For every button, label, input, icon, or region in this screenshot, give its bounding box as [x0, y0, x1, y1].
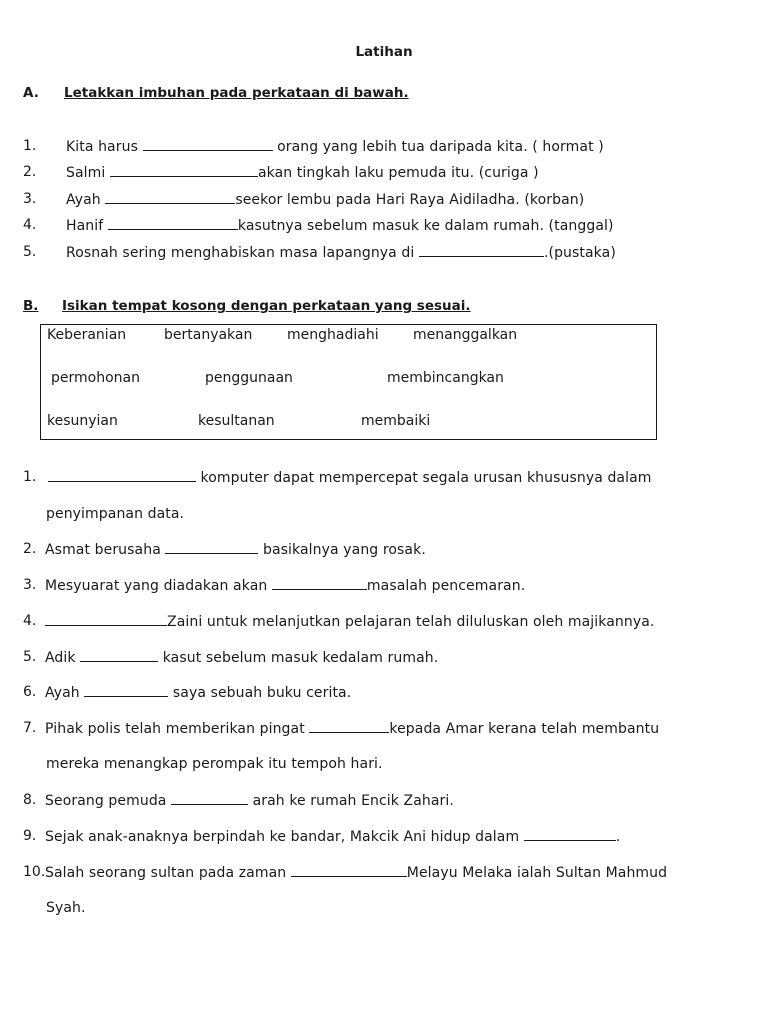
b-item-6-blank[interactable] — [84, 684, 168, 697]
a-item-3-before: Ayah — [66, 192, 106, 208]
word-bank-word: menanggalkan — [413, 327, 518, 343]
section-b-heading: Isikan tempat kosong dengan perkataan yang sesuai. — [62, 298, 471, 314]
word-bank-word: kesunyian — [47, 413, 118, 429]
b-item-7-before: Pihak polis telah memberikan pingat — [45, 721, 310, 737]
word-bank-word: kesultanan — [198, 413, 275, 429]
b-item-10 — [45, 864, 667, 881]
b-item-10-number: 10. — [23, 864, 46, 880]
b-item-10-after: Melayu Melaka ialah Sultan Mahmud — [406, 865, 668, 881]
b-item-5-number: 5. — [23, 649, 37, 665]
b-item-6-number: 6. — [23, 684, 37, 700]
b-item-10-blank[interactable] — [291, 864, 407, 877]
a-item-2 — [66, 164, 539, 181]
b-item-4-blank[interactable] — [45, 613, 167, 626]
a-item-5-number: 5. — [23, 244, 37, 260]
a-item-1-after: orang yang lebih tua daripada kita. ( hormat ) — [272, 139, 604, 155]
a-item-1 — [66, 138, 604, 155]
a-item-2-after: akan tingkah laku pemuda itu. (curiga ) — [257, 165, 539, 181]
a-item-3-blank[interactable] — [105, 191, 235, 204]
b-item-1-blank[interactable] — [48, 469, 196, 482]
b-item-7 — [45, 720, 659, 737]
a-item-4 — [66, 217, 614, 234]
b-item-8-before: Seorang pemuda — [45, 793, 172, 809]
a-item-4-after: kasutnya sebelum masuk ke dalam rumah. (tanggal) — [237, 218, 614, 234]
b-item-3 — [45, 577, 525, 594]
b-item-9-blank[interactable] — [524, 828, 616, 841]
a-item-4-blank[interactable] — [108, 217, 238, 230]
page-title: Latihan — [355, 44, 413, 60]
word-bank-word: Keberanian — [47, 327, 127, 343]
b-item-9-number: 9. — [23, 828, 37, 844]
a-item-4-number: 4. — [23, 217, 37, 233]
word-bank-word: bertanyakan — [164, 327, 253, 343]
a-item-1-number: 1. — [23, 138, 37, 154]
b-item-2-before: Asmat berusaha — [45, 542, 166, 558]
b-item-3-after: masalah pencemaran. — [366, 578, 526, 594]
b-item-1-after: komputer dapat mempercepat segala urusan khususnya dalam — [196, 470, 652, 486]
word-bank-box — [40, 324, 657, 440]
b-item-4-after: Zaini untuk melanjutkan pelajaran telah diluluskan oleh majikannya. — [167, 614, 655, 630]
b-item-3-blank[interactable] — [272, 577, 367, 590]
section-a-heading: Letakkan imbuhan pada perkataan di bawah. — [64, 85, 409, 101]
a-item-2-before: Salmi — [66, 165, 110, 181]
b-item-8 — [45, 792, 454, 809]
b-item-5-blank[interactable] — [80, 649, 158, 662]
b-item-4-number: 4. — [23, 613, 37, 629]
b-item-6-before: Ayah — [45, 685, 85, 701]
b-item-1 — [48, 469, 652, 486]
a-item-2-number: 2. — [23, 164, 37, 180]
a-item-3-after: seekor lembu pada Hari Raya Aidiladha. (korban) — [235, 192, 585, 208]
b-item-6 — [45, 684, 351, 701]
b-item-8-number: 8. — [23, 792, 37, 808]
b-item-9-after: . — [615, 829, 621, 845]
word-bank-word: penggunaan — [205, 370, 293, 386]
b-item-5 — [45, 649, 438, 666]
b-item-7-blank[interactable] — [309, 720, 389, 733]
b-item-10-before: Salah seorang sultan pada zaman — [45, 865, 291, 881]
b-item-7-continuation: mereka menangkap perompak itu tempoh hari. — [46, 756, 383, 772]
b-item-5-after: kasut sebelum masuk kedalam rumah. — [158, 650, 439, 666]
a-item-5-after: .(pustaka) — [543, 245, 616, 261]
b-item-2-after: basikalnya yang rosak. — [258, 542, 426, 558]
b-item-9-before: Sejak anak-anaknya berpindah ke bandar, Makcik Ani hidup dalam — [45, 829, 524, 845]
a-item-3-number: 3. — [23, 191, 37, 207]
b-item-7-after: kepada Amar kerana telah membantu — [389, 721, 660, 737]
a-item-5-before: Rosnah sering menghabiskan masa lapangnya di — [66, 245, 419, 261]
b-item-2-number: 2. — [23, 541, 37, 557]
word-bank-word: membincangkan — [387, 370, 504, 386]
a-item-1-blank[interactable] — [143, 138, 273, 151]
word-bank-word: permohonan — [51, 370, 140, 386]
b-item-2-blank[interactable] — [165, 541, 258, 554]
b-item-9 — [45, 828, 620, 845]
b-item-10-continuation: Syah. — [46, 900, 86, 916]
a-item-5 — [66, 244, 616, 261]
b-item-3-before: Mesyuarat yang diadakan akan — [45, 578, 272, 594]
b-item-1-number: 1. — [23, 469, 37, 485]
a-item-2-blank[interactable] — [110, 164, 258, 177]
b-item-8-after: arah ke rumah Encik Zahari. — [248, 793, 454, 809]
b-item-5-before: Adik — [45, 650, 81, 666]
b-item-3-number: 3. — [23, 577, 37, 593]
b-item-1-continuation: penyimpanan data. — [46, 506, 185, 522]
word-bank-word: membaiki — [361, 413, 431, 429]
section-b-letter: B. — [23, 298, 39, 314]
b-item-6-after: saya sebuah buku cerita. — [168, 685, 352, 701]
a-item-5-blank[interactable] — [419, 244, 544, 257]
b-item-7-number: 7. — [23, 720, 37, 736]
section-a-letter: A. — [23, 85, 39, 101]
b-item-2 — [45, 541, 426, 558]
a-item-3 — [66, 191, 584, 208]
word-bank-word: menghadiahi — [287, 327, 379, 343]
a-item-4-before: Hanif — [66, 218, 108, 234]
b-item-8-blank[interactable] — [171, 792, 248, 805]
b-item-4 — [45, 613, 655, 630]
a-item-1-before: Kita harus — [66, 139, 143, 155]
